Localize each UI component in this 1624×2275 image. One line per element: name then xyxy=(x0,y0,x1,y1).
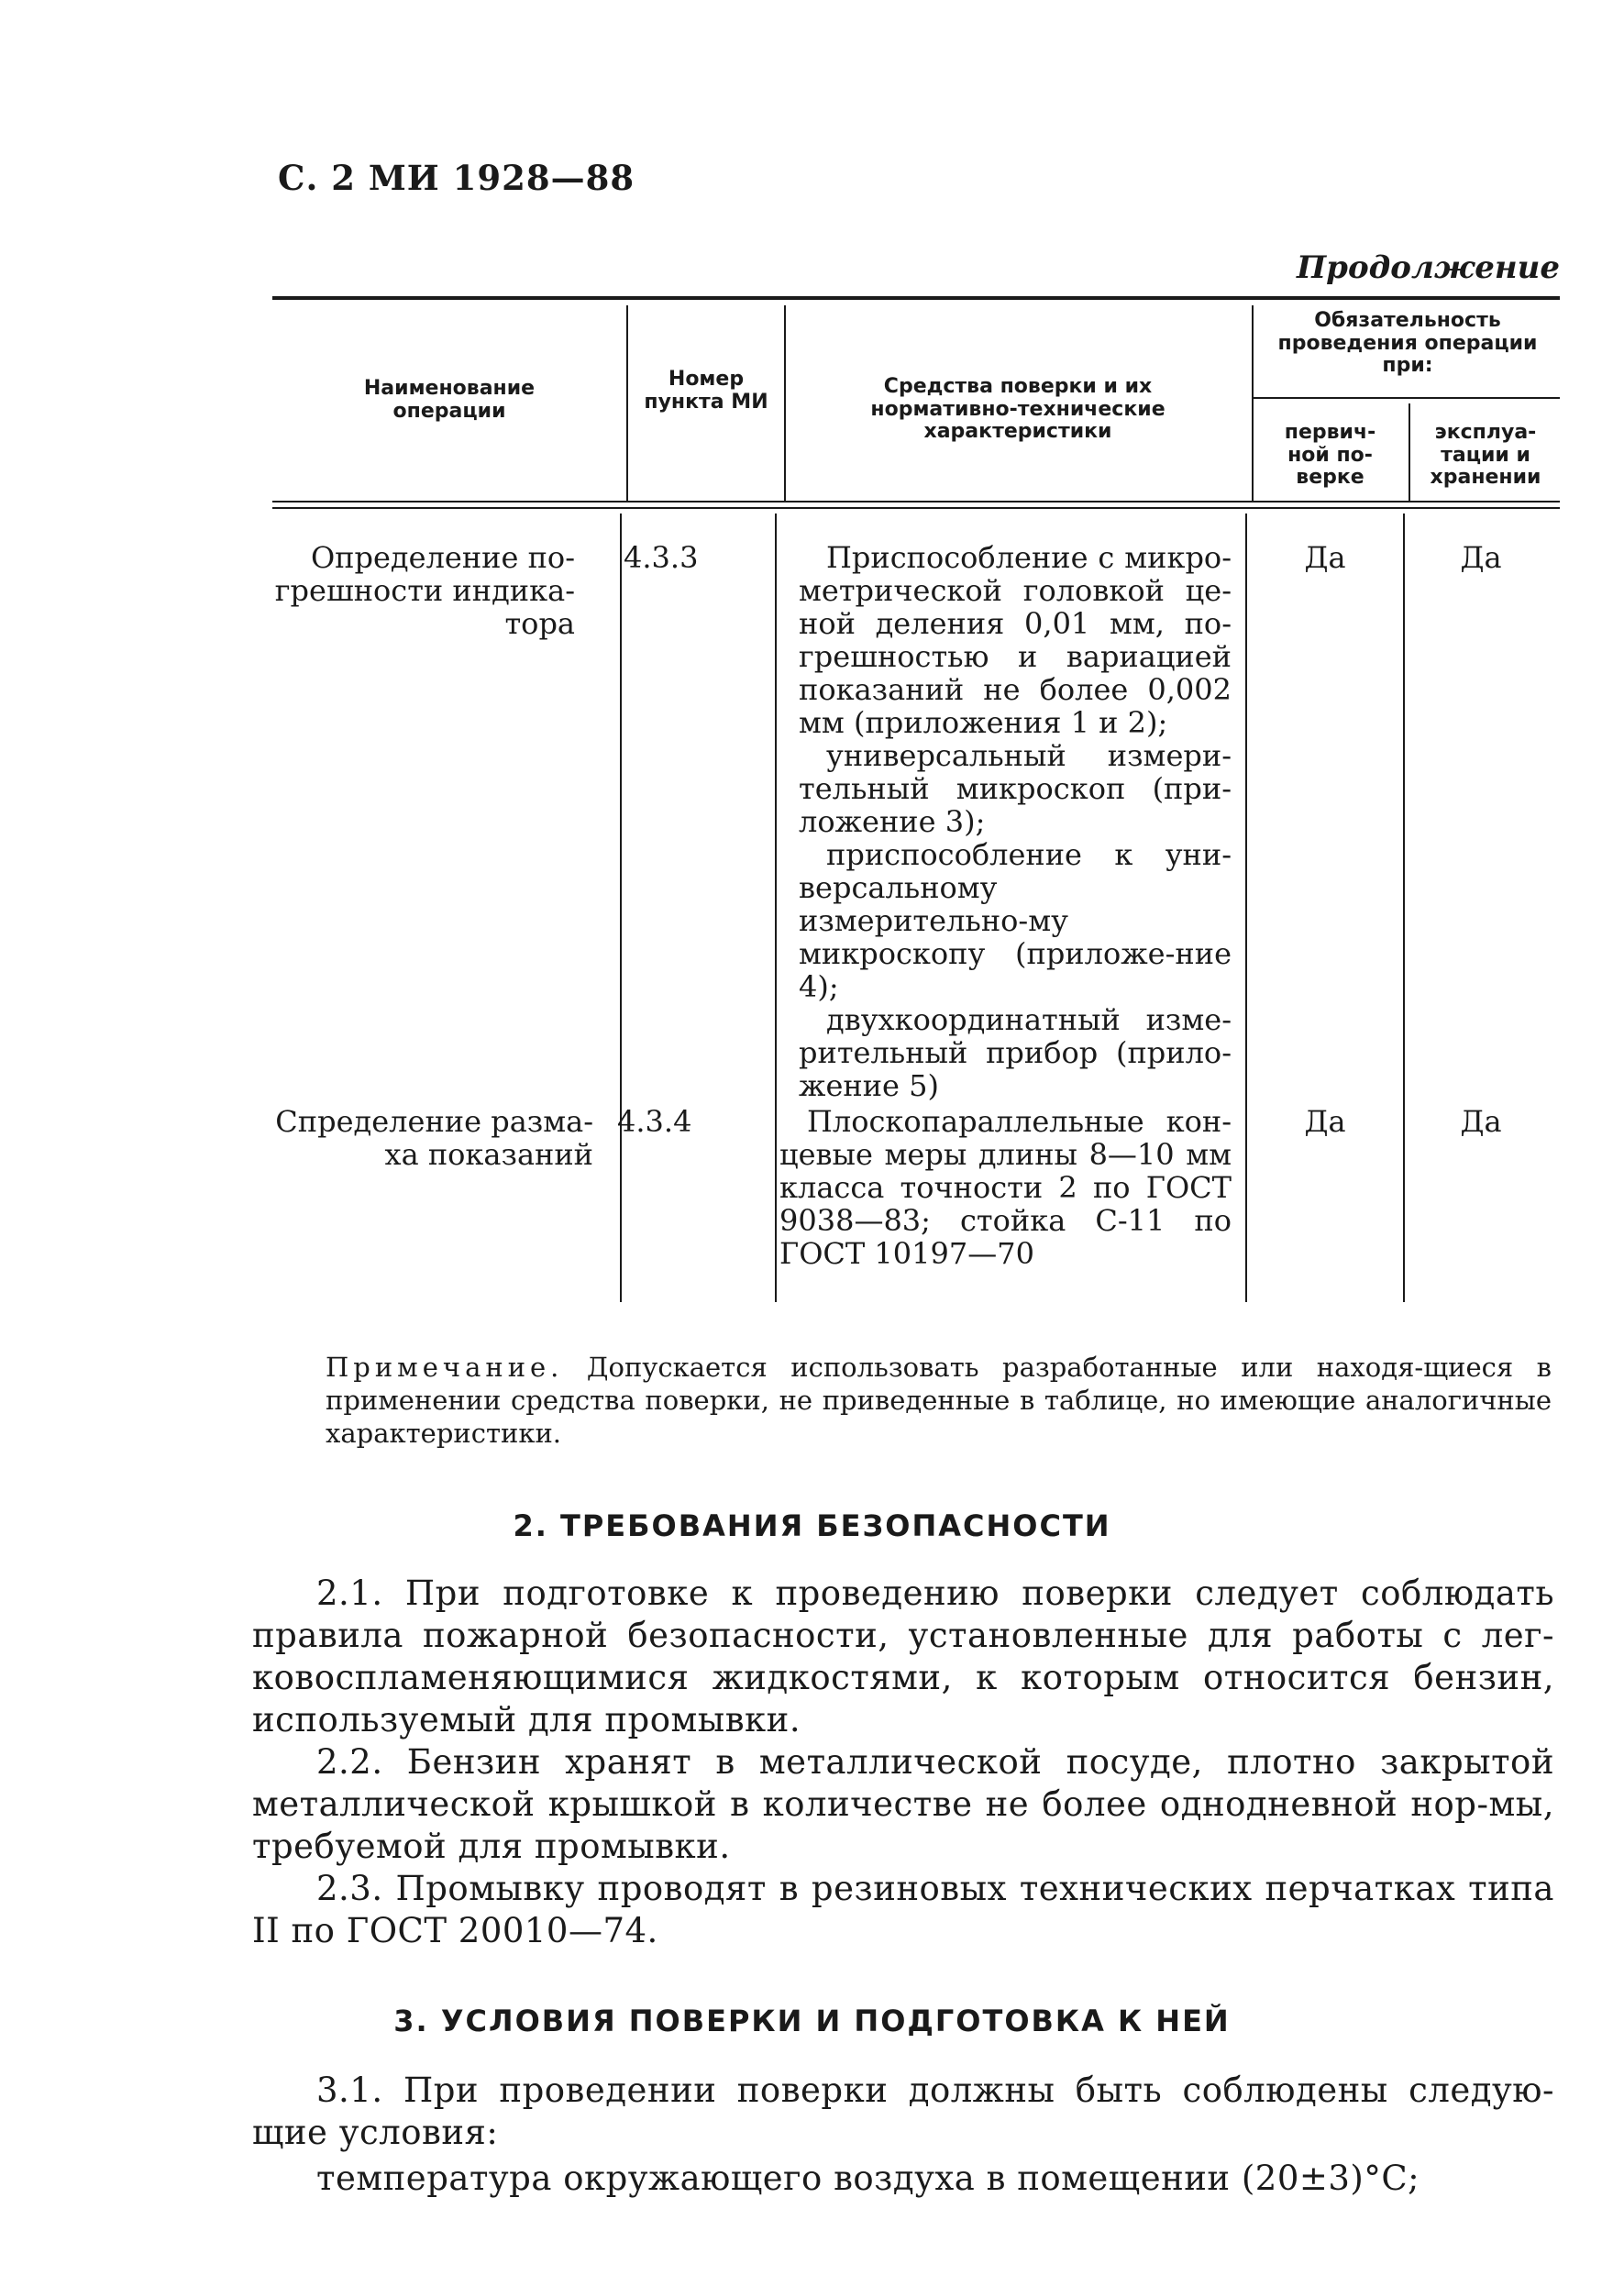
col-sep-2 xyxy=(784,305,786,501)
row2-means-1: Плоскопараллельные кон-цевые меры длины 8—10 мм класса точности 2 по ГОСТ 9038—83; стойка С-11 по ГОСТ 10197—70 xyxy=(779,1104,1232,1271)
header-bottom-rule-1 xyxy=(272,501,1560,502)
table-top-rule xyxy=(272,296,1560,300)
col-sep-4-body xyxy=(1403,514,1405,1302)
paragraph-2-1: 2.1. При подготовке к проведению поверки следует соблюдать правила пожарной безопасности, установленные для работы с лег-ковоспламеняющимися жидкостями, к которым относится бензин, используемый для промывки. xyxy=(252,1574,1554,1739)
note-text: Допускается использовать разработанные или находя-щиеся в применении средства поверки, не приведенные в таблице, но имеющие аналогичные характеристики. xyxy=(326,1352,1552,1449)
row1-means xyxy=(799,541,1232,1102)
col-sep-1 xyxy=(626,305,628,501)
table-note xyxy=(326,1351,1552,1450)
col-header-operation-storage: эксплуа-тации и хранении xyxy=(1430,421,1541,490)
header-bottom-rule-2 xyxy=(272,507,1560,509)
row1-means-1: Приспособление с микро-метрической головкой це-ной деления 0,01 мм, по-грешностью и вариацией показаний не более 0,002 мм (приложения 1 и 2); xyxy=(799,540,1232,740)
row1-means-4: двухкоординатный изме-рительный прибор (прило-жение 5) xyxy=(799,1002,1232,1103)
col-header-item-number: Номер пункта МИ xyxy=(644,368,768,414)
col-sep-3 xyxy=(1252,305,1254,501)
paragraph-2-2: 2.2. Бензин хранят в металлической посуде, плотно закрытой металлической крышкой в количестве не более однодневной нор-мы, требуемой для промывки. xyxy=(252,1742,1554,1866)
row1-item-number: 4.3.3 xyxy=(624,540,699,575)
col-sep-1-body xyxy=(620,514,622,1302)
row1-operation-storage: Да xyxy=(1460,540,1502,575)
col-header-operation: Наименование операции xyxy=(363,377,536,423)
col-header-obligatory: Обязательность проведения операции при: xyxy=(1277,309,1538,378)
col-header-means: Средства поверки и их нормативно-технические характеристики xyxy=(870,375,1166,444)
col-sep-4 xyxy=(1409,403,1410,501)
header-sub-rule xyxy=(1252,397,1560,399)
row2-operation: Спределение разма-ха показаний xyxy=(275,1104,593,1172)
row1-means-3: приспособление к уни-версальному измерительно-му микроскопу (приложе-ние 4); xyxy=(799,837,1232,1004)
section-2-title: 2. ТРЕБОВАНИЯ БЕЗОПАСНОСТИ xyxy=(513,1508,1111,1543)
section-2-body xyxy=(252,1573,1554,1952)
condition-temperature: температура окружающего воздуха в помещении (20±3)°С; xyxy=(316,2159,1420,2198)
section-3-title: 3. УСЛОВИЯ ПОВЕРКИ И ПОДГОТОВКА К НЕЙ xyxy=(393,2004,1231,2038)
row2-item-number: 4.3.4 xyxy=(617,1104,692,1139)
row1-means-2: универсальный измери-тельный микроскоп (при-ложение 3); xyxy=(799,738,1232,839)
paragraph-2-3: 2.3. Промывку проводят в резиновых технических перчатках типа II по ГОСТ 20010—74. xyxy=(252,1869,1554,1950)
row1-operation: Определение по-грешности индика-тора xyxy=(274,540,575,641)
col-header-primary: первич-ной по-верке xyxy=(1284,421,1376,490)
page-header: С. 2 МИ 1928—88 xyxy=(278,158,635,198)
section-3-body xyxy=(252,2070,1554,2200)
row2-primary: Да xyxy=(1304,1104,1346,1139)
col-sep-2-body xyxy=(775,514,777,1302)
row1-primary: Да xyxy=(1304,540,1346,575)
paragraph-3-1: 3.1. При проведении поверки должны быть соблюдены следую-щие условия: xyxy=(252,2071,1554,2152)
col-sep-3-body xyxy=(1245,514,1247,1302)
row2-operation-storage: Да xyxy=(1460,1104,1502,1139)
row2-means xyxy=(779,1105,1232,1270)
note-label: Примечание. xyxy=(326,1352,564,1383)
continuation-label: Продолжение xyxy=(1297,249,1560,286)
